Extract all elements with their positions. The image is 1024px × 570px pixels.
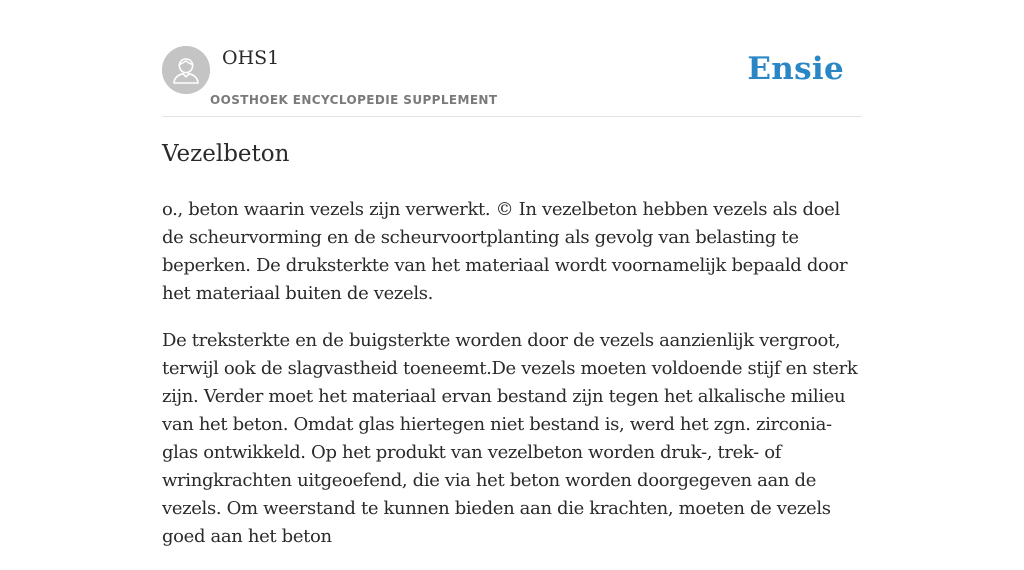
source-label[interactable]: OOSTHOEK ENCYCLOPEDIE SUPPLEMENT xyxy=(210,93,498,107)
article-paragraph: De treksterkte en de buigsterkte worden door de vezels aanzienlijk vergroot, terwijl ook de slagvastheid toeneemt.De vezels moeten voldoende stijf en sterk zijn. Verder moet het materiaal ervan bestand zijn tegen het alkalische milieu van het beton. Omdat glas hiertegen niet bestand is, werd het zgn. zirconia-glas ontwikkeld. Op het produkt van vezelbeton worden druk-, trek- of wringkrachten uitgeoefend, die via het beton worden doorgegeven aan de vezels. Om weerstand te kunnen bieden aan die krachten, moeten de vezels goed aan het beton xyxy=(162,330,858,547)
user-avatar-icon[interactable] xyxy=(162,46,210,94)
entry-header xyxy=(162,46,862,117)
article-title: Vezelbeton xyxy=(162,141,290,167)
site-logo[interactable]: Ensie xyxy=(747,51,844,87)
article-paragraph: o., beton waarin vezels zijn verwerkt. © In vezelbeton hebben vezels als doel de scheurvorming en de scheurvoortplanting als gevolg van belasting te beperken. De druksterkte van het materiaal wordt voornamelijk bepaald door het materiaal buiten de vezels. xyxy=(162,199,848,304)
user-name[interactable]: OHS1 xyxy=(222,47,280,69)
article xyxy=(162,138,862,570)
